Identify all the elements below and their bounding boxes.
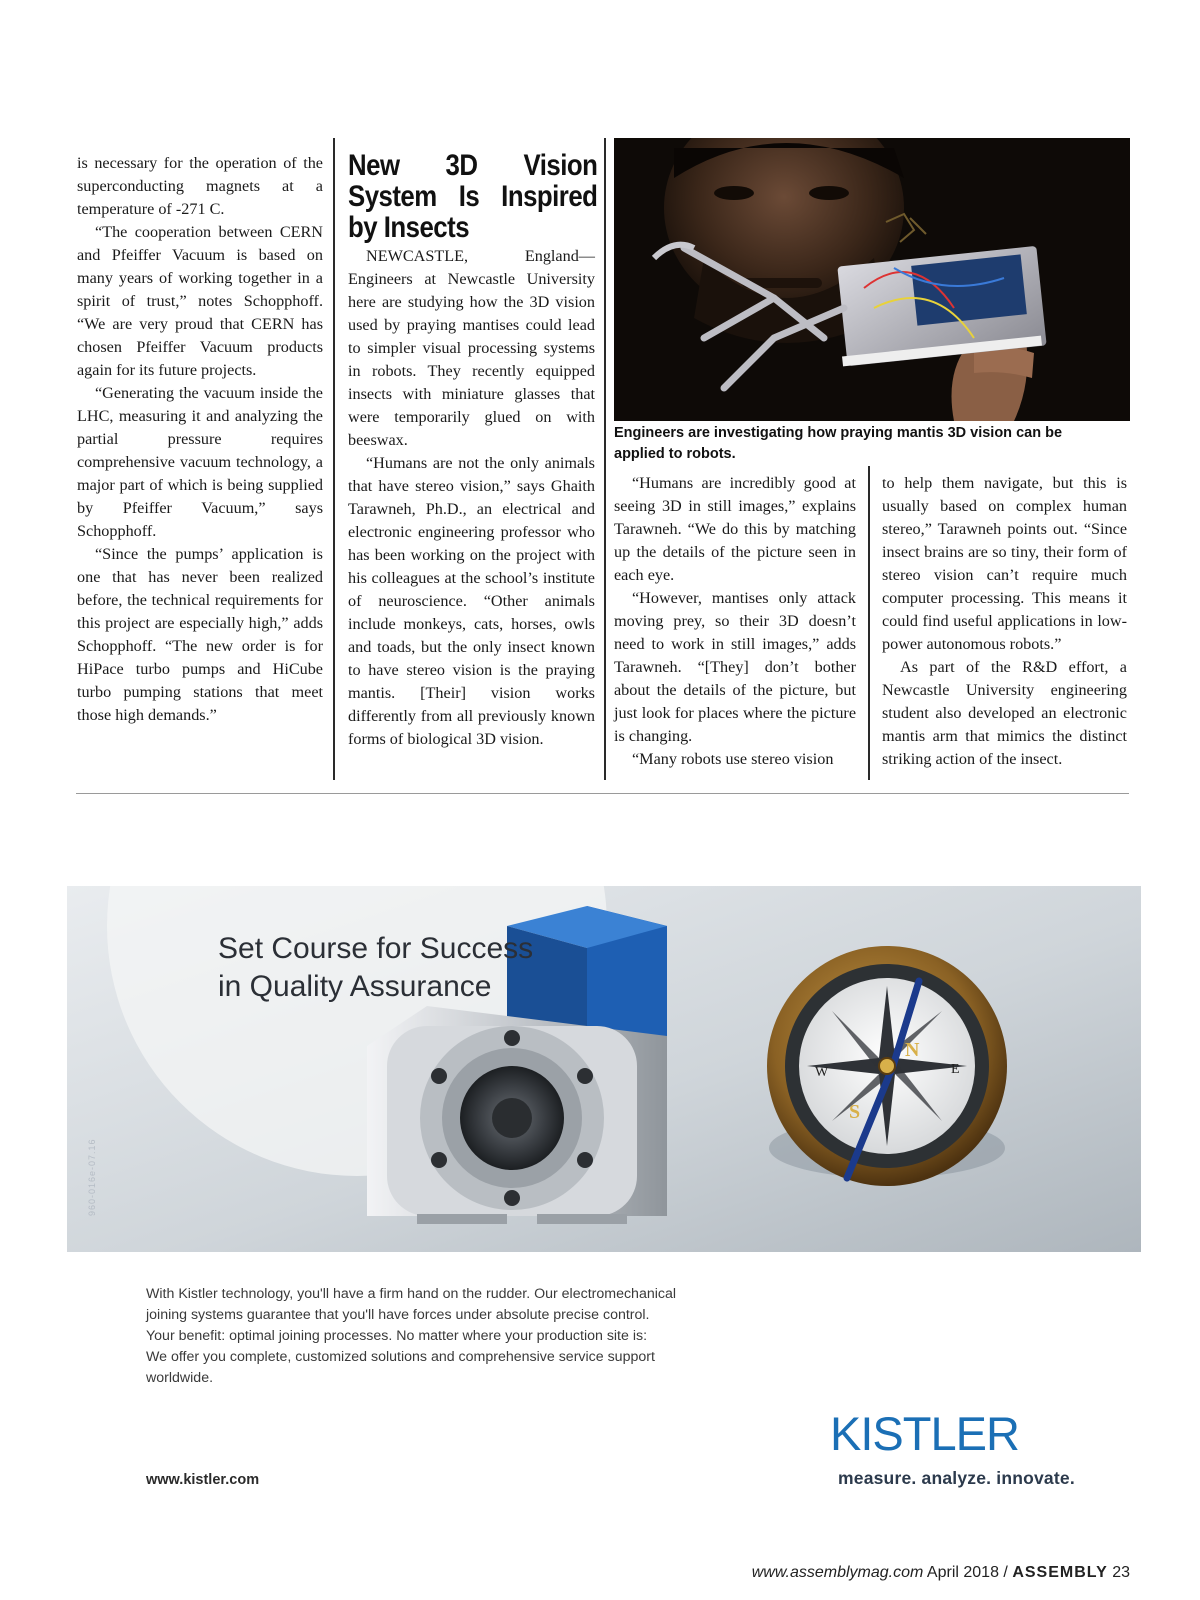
column-divider	[604, 138, 606, 780]
compass-west-label: W	[815, 1065, 829, 1080]
ad-body-line: joining systems guarantee that you'll have forces under absolute precise control.	[146, 1307, 650, 1323]
article2-paragraph: As part of the R&D effort, a Newcastle University engineering student also developed an electronic mantis arm that mimics the distinct striking action of the insect.	[882, 658, 1127, 768]
article2-column-3	[882, 472, 1127, 771]
ad-body-line: We offer you complete, customized solutions and comprehensive service support	[146, 1349, 655, 1365]
kistler-logo	[830, 1408, 1066, 1456]
article1-paragraph: is necessary for the operation of the superconducting magnets at a temperature of -271 C.	[77, 154, 323, 218]
ad-tagline: measure. analyze. innovate.	[838, 1468, 1075, 1488]
photo-caption: Engineers are investigating how praying mantis 3D vision can be applied to robots.	[614, 425, 1063, 462]
ad-body-line: worldwide.	[146, 1370, 214, 1386]
article1-paragraph: “Generating the vacuum inside the LHC, measuring it and analyzing the partial pressure requires comprehensive vacuum technology, a major part of which is being supplied by Pfeiffer Vacuum,” says Schopphoff.	[77, 384, 323, 540]
article1-paragraph: “Since the pumps’ application is one that has never been realized before, the technical requirements for this project are especially high,” adds Schopphoff. “The new order is for HiPace turbo pumps and HiCube turbo pumping stations that meet those high demands.”	[77, 545, 323, 724]
article-headline: New 3D Vision System Is Inspired by Insects	[348, 149, 598, 244]
mantis-robot-photo	[614, 138, 1130, 421]
column-divider	[868, 466, 870, 780]
ad-reference-code: 960-016e-07.16	[87, 1138, 97, 1216]
article2-paragraph: “However, mantises only attack moving prey, so their 3D doesn’t need to work in still images,” adds Tarawneh. “[They] don’t bother about the details of the picture, but just look for places where the picture is changing.	[614, 589, 856, 745]
compass-north-label: N	[905, 1039, 920, 1061]
photo-illustration	[614, 138, 1130, 421]
ad-body-line: Your benefit: optimal joining processes. No matter where your production site is:	[146, 1328, 648, 1344]
compass-east-label: E	[951, 1062, 960, 1077]
article2-paragraph: NEWCASTLE, England—Engineers at Newcastle University here are studying how the 3D vision used by praying mantises could lead to simpler visual processing systems in robots. They recently equipped insects with miniature glasses that were temporarily glued on with beeswax.	[348, 247, 595, 449]
ad-website-link[interactable]: www.kistler.com	[146, 1472, 260, 1488]
ad-headline-line: in Quality Assurance	[218, 970, 492, 1003]
ad-headline	[218, 930, 533, 1006]
article2-paragraph: “Many robots use stereo vision	[632, 750, 834, 768]
article2-column-1	[348, 149, 598, 751]
page-number: 23	[1112, 1564, 1130, 1581]
ad-body-line: With Kistler technology, you'll have a firm hand on the rudder. Our electromechanical	[146, 1286, 677, 1302]
article2-paragraph: “Humans are not the only animals that have stereo vision,” says Ghaith Tarawneh, Ph.D., an electrical and electronic engineering professor who has been working on the project with his colleagues at the school’s institute of neuroscience. “Other animals include monkeys, cats, horses, owls and toads, but the only insect known to have stereo vision is the praying mantis. [Their] vision works differently from all previously known forms of biological 3D vision.	[348, 454, 595, 748]
compass-south-label: S	[849, 1101, 861, 1123]
ad-body-copy	[146, 1284, 746, 1389]
kistler-logo-wordmark: KISTLER	[830, 1408, 1019, 1456]
footer-magazine-name: ASSEMBLY	[1012, 1564, 1108, 1581]
ad-headline-line: Set Course for Success	[218, 932, 534, 965]
footer-website: www.assemblymag.com	[751, 1564, 924, 1581]
article2-paragraph: to help them navigate, but this is usually based on complex human stereo,” Tarawneh points out. “Since insect brains are so tiny, their form of stereo vision can’t require much computer processing. This means it could find useful applications in low-power autonomous robots.”	[882, 474, 1127, 653]
column-divider	[333, 138, 335, 780]
section-divider	[76, 793, 1129, 794]
page-footer	[752, 1564, 1130, 1582]
article1-column	[77, 152, 323, 727]
article2-column-2	[614, 472, 856, 771]
footer-issue: April 2018 /	[926, 1564, 1008, 1581]
article2-paragraph: “Humans are incredibly good at seeing 3D in still images,” explains Tarawneh. “We do this by matching up the details of the picture seen in each eye.	[614, 474, 856, 584]
article1-paragraph: “The cooperation between CERN and Pfeiffer Vacuum is based on many years of working together in a spirit of trust,” notes Schopphoff. “We are very proud that CERN has chosen Pfeiffer Vacuum products again for its future projects.	[77, 223, 323, 379]
